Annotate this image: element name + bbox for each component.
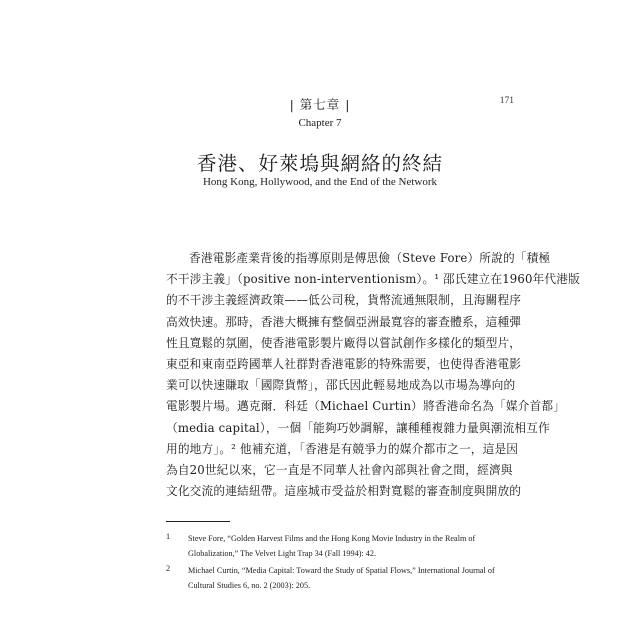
body-line: 香港電影產業背後的指導原則是傅思儉（Steve Fore）所說的「積極 bbox=[189, 251, 551, 265]
footnote-divider bbox=[166, 521, 230, 522]
body-line: 高效快速。那時，香港大概擁有整個亞洲最寬容的審查體系，這種彈 bbox=[166, 314, 522, 329]
footnote-line: Cultural Studies 6, no. 2 (2003): 205. bbox=[188, 580, 311, 590]
body-line: 為自20世紀以來，它一直是不同華人社會內部與社會之間，經濟與 bbox=[166, 462, 513, 477]
footnote-line: Steve Fore, “Golden Harvest Films and the Hong Kong Movie Industry in the Realm of bbox=[188, 534, 476, 543]
chapter-title-english: Hong Kong, Hollywood, and the End of the Network bbox=[202, 176, 438, 188]
footnote-number: 2 bbox=[166, 564, 171, 573]
footnote-2 bbox=[166, 564, 496, 593]
footnote-line: Globalization,” The Velvet Light Trap 34 (Fall 1994): 42. bbox=[188, 548, 376, 558]
body-line: 東亞和東南亞跨國華人社群對香港電影的特殊需要，也使得香港電影 bbox=[166, 356, 522, 371]
body-line: 業可以快速賺取「國際貨幣」，邵氏因此輕易地成為以市場為導向的 bbox=[166, 378, 516, 393]
footnote-line: Michael Curtin, “Media Capital: Toward the Study of Spatial Flows,” International Journal of bbox=[188, 566, 495, 575]
body-paragraph bbox=[166, 248, 580, 502]
running-header bbox=[0, 95, 640, 115]
footnotes bbox=[166, 532, 496, 596]
body-line: （media capital），一個「能夠巧妙調解，讓種種複雜力量與潮流相互作 bbox=[166, 420, 550, 435]
footnote-number: 1 bbox=[166, 532, 171, 541]
body-line: 不干涉主義」（positive non-interventionism）。¹ 邵氏建立在1960年代港版 bbox=[166, 272, 580, 287]
body-line: 性且寬鬆的氛圍，使香港電影製片廠得以嘗試創作多樣化的類型片， bbox=[166, 335, 522, 350]
body-line: 的不干涉主義經濟政策——低公司稅，貨幣流通無限制，且海關程序 bbox=[166, 293, 522, 308]
chapter-number: | 第七章 | bbox=[289, 97, 351, 112]
body-line: 電影製片場。邁克爾．科廷（Michael Curtin）將香港命名為「媒介首都」 bbox=[166, 399, 566, 414]
chapter-label: Chapter 7 bbox=[298, 117, 342, 129]
page-number: 171 bbox=[499, 96, 514, 106]
body-line: 文化交流的連結紐帶。這座城市受益於相對寬鬆的審查制度與開放的 bbox=[166, 484, 522, 499]
body-line: 用的地方」。² 他補充道，「香港是有競爭力的媒介都市之一，這是因 bbox=[166, 441, 519, 456]
chapter-title-chinese: 香港、好萊塢與網絡的終結 bbox=[196, 152, 443, 175]
footnote-1 bbox=[166, 532, 496, 561]
